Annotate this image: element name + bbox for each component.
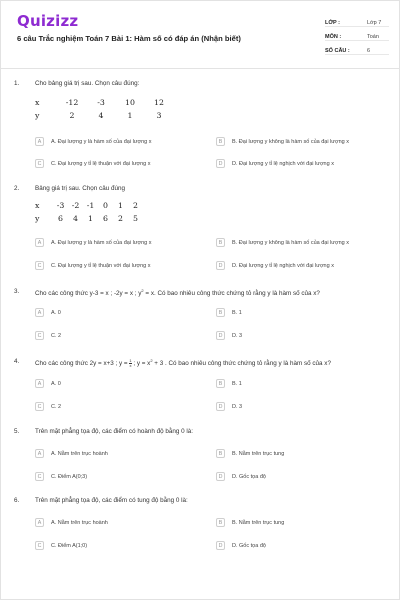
table-cell: -1 [86,201,95,210]
option-d[interactable] [216,402,242,411]
option-letter-box: A [35,238,44,247]
option-d[interactable] [216,541,266,550]
option-text: B. Nằm trên trục tung [232,450,285,457]
option-letter-box: C [35,402,44,411]
table-cell: -12 [65,98,79,107]
option-a[interactable] [35,518,108,527]
option-a[interactable] [35,137,151,146]
table-cell: 2 [133,201,138,210]
option-letter-box: B [216,518,225,527]
question-text: Trên mặt phẳng tọa độ, các điểm có hoành độ bằng 0 là: [35,428,193,435]
option-text: C. Điểm A(1;0) [51,542,88,549]
option-text: B. Đại lượng y không là hàm số của đại lượng x [232,239,349,246]
meta-row-count [325,41,389,55]
option-text: C. 2 [51,403,62,410]
question-text: Bảng giá trị sau. Chọn câu đúng [35,185,125,192]
option-text: C. Đại lượng y tỉ lệ thuận với đại lượng x [51,262,151,269]
option-d[interactable] [216,261,334,270]
table-row-x [35,96,173,109]
value-table [35,96,173,122]
option-letter-box: C [35,159,44,168]
quizizz-logo: Quizizz [17,12,79,30]
option-c[interactable] [35,159,151,168]
table-cell: 1 [88,214,93,223]
meta-row-subject [325,27,389,41]
meta-row-class [325,13,389,27]
option-text: A. Nằm trên trục hoành [51,519,108,526]
table-cell: -3 [56,201,65,210]
option-letter-box: D [216,541,225,550]
option-letter-box: D [216,159,225,168]
option-text: D. 3 [232,332,243,339]
fraction-numerator: 1 [129,357,132,363]
option-text: D. 3 [232,403,243,410]
option-letter-box: C [35,261,44,270]
option-text: B. 1 [232,380,242,387]
table-label: y [35,111,40,120]
option-d[interactable] [216,159,334,168]
table-cell: 4 [98,111,104,120]
option-b[interactable] [216,379,242,388]
option-c[interactable] [35,261,151,270]
table-row-x [35,199,143,212]
option-letter-box: D [216,402,225,411]
meta-value: Lớp 7 [367,20,382,26]
option-b[interactable] [216,308,242,317]
table-cell: 5 [133,214,138,223]
question-text-part: Cho các công thức y-3 = x ; -2y = x ; y [35,290,142,298]
table-cell: 0 [103,201,108,210]
option-b[interactable] [216,137,349,146]
option-text: B. Đại lượng y không là hàm số của đại lượng x [232,138,349,145]
table-label: x [35,201,40,210]
option-letter-box: A [35,379,44,388]
value-table [35,199,143,225]
table-cell: -3 [97,98,105,107]
question-text-part: = x. Có bao nhiêu công thức chứng tỏ rằng y là hàm số của x? [143,290,320,298]
option-letter-box: C [35,331,44,340]
option-letter-box: A [35,449,44,458]
option-letter-box: A [35,308,44,317]
option-text: D. Đại lượng y tỉ lệ nghịch với đại lượng x [232,262,334,269]
option-text: A. 0 [51,309,61,316]
option-letter-box: B [216,137,225,146]
option-letter-box: B [216,238,225,247]
question-text: Cho bảng giá trị sau. Chọn câu đúng: [35,80,140,87]
question-text-part: + 3 . Có bao nhiêu công thức chứng tỏ rằng y là hàm số của x? [152,360,331,368]
option-letter-box: D [216,261,225,270]
exponent: 2 [141,288,144,293]
option-letter-box: A [35,137,44,146]
option-text: D. Gốc tọa độ [232,542,266,549]
table-cell: 2 [118,214,123,223]
option-text: C. 2 [51,332,62,339]
question-number: 1. [14,80,20,87]
option-letter-box: B [216,379,225,388]
option-text: C. Điểm A(0;3) [51,473,88,480]
option-text: A. Đại lượng y là hàm số của đại lượng x [51,239,152,246]
option-a[interactable] [35,308,61,317]
option-a[interactable] [35,449,108,458]
option-b[interactable] [216,238,349,247]
meta-value: Toán [367,34,379,40]
table-label: y [35,214,40,223]
question-number: 5. [14,428,20,435]
question-text-part: Cho các công thức 2y = x+3 ; y = [35,360,130,368]
option-b[interactable] [216,518,284,527]
table-cell: 1 [127,111,133,120]
exponent: 2 [150,358,153,363]
question-number: 3. [14,288,20,295]
option-letter-box: C [35,472,44,481]
question-text: Trên mặt phẳng tọa độ, các điểm có tung độ bằng 0 là: [35,497,188,504]
option-a[interactable] [35,238,151,247]
table-cell: 1 [118,201,123,210]
table-cell: 10 [125,98,135,107]
option-text: A. Đại lượng y là hàm số của đại lượng x [51,138,152,145]
table-cell: 3 [156,111,162,120]
question-text [35,358,331,368]
option-text: D. Gốc tọa độ [232,473,266,480]
table-cell: 12 [154,98,164,107]
header-divider [1,68,400,69]
option-letter-box: B [216,449,225,458]
table-cell: 4 [73,214,78,223]
option-letter-box: B [216,308,225,317]
question-number: 6. [14,497,20,504]
option-text: C. Đại lượng y tỉ lệ thuận với đại lượng x [51,160,151,167]
table-row-y [35,212,143,225]
option-letter-box: D [216,472,225,481]
meta-value: 6 [367,48,371,54]
question-number: 2. [14,185,20,192]
worksheet-meta [325,13,389,55]
table-cell: -2 [71,201,80,210]
question-text [35,288,320,297]
table-cell: 2 [69,111,75,120]
option-b[interactable] [216,449,284,458]
fraction-denominator: x [129,362,132,368]
worksheet-title: 6 câu Trắc nghiệm Toán 7 Bài 1: Hàm số có đáp án (Nhận biết) [17,34,241,43]
table-label: x [35,98,40,107]
meta-key: LỚP : [325,20,340,26]
option-c[interactable] [35,331,61,340]
option-text: A. Nằm trên trục hoành [51,450,108,457]
option-text: A. 0 [51,380,61,387]
table-cell: 6 [103,214,108,223]
meta-key: MÔN : [325,34,342,40]
table-row-y [35,109,173,122]
option-d[interactable] [216,331,242,340]
option-letter-box: D [216,331,225,340]
question-number: 4. [14,358,20,365]
option-a[interactable] [35,379,61,388]
option-d[interactable] [216,472,266,481]
option-c[interactable] [35,541,87,550]
option-letter-box: A [35,518,44,527]
meta-key: SỐ CÂU : [325,48,350,54]
option-text: D. Đại lượng y tỉ lệ nghịch với đại lượng x [232,160,334,167]
option-text: B. 1 [232,309,242,316]
question-text-part: ; y = x [131,360,151,368]
table-cell: 6 [58,214,63,223]
option-c[interactable] [35,472,87,481]
option-c[interactable] [35,402,61,411]
option-letter-box: C [35,541,44,550]
option-text: B. Nằm trên trục tung [232,519,285,526]
